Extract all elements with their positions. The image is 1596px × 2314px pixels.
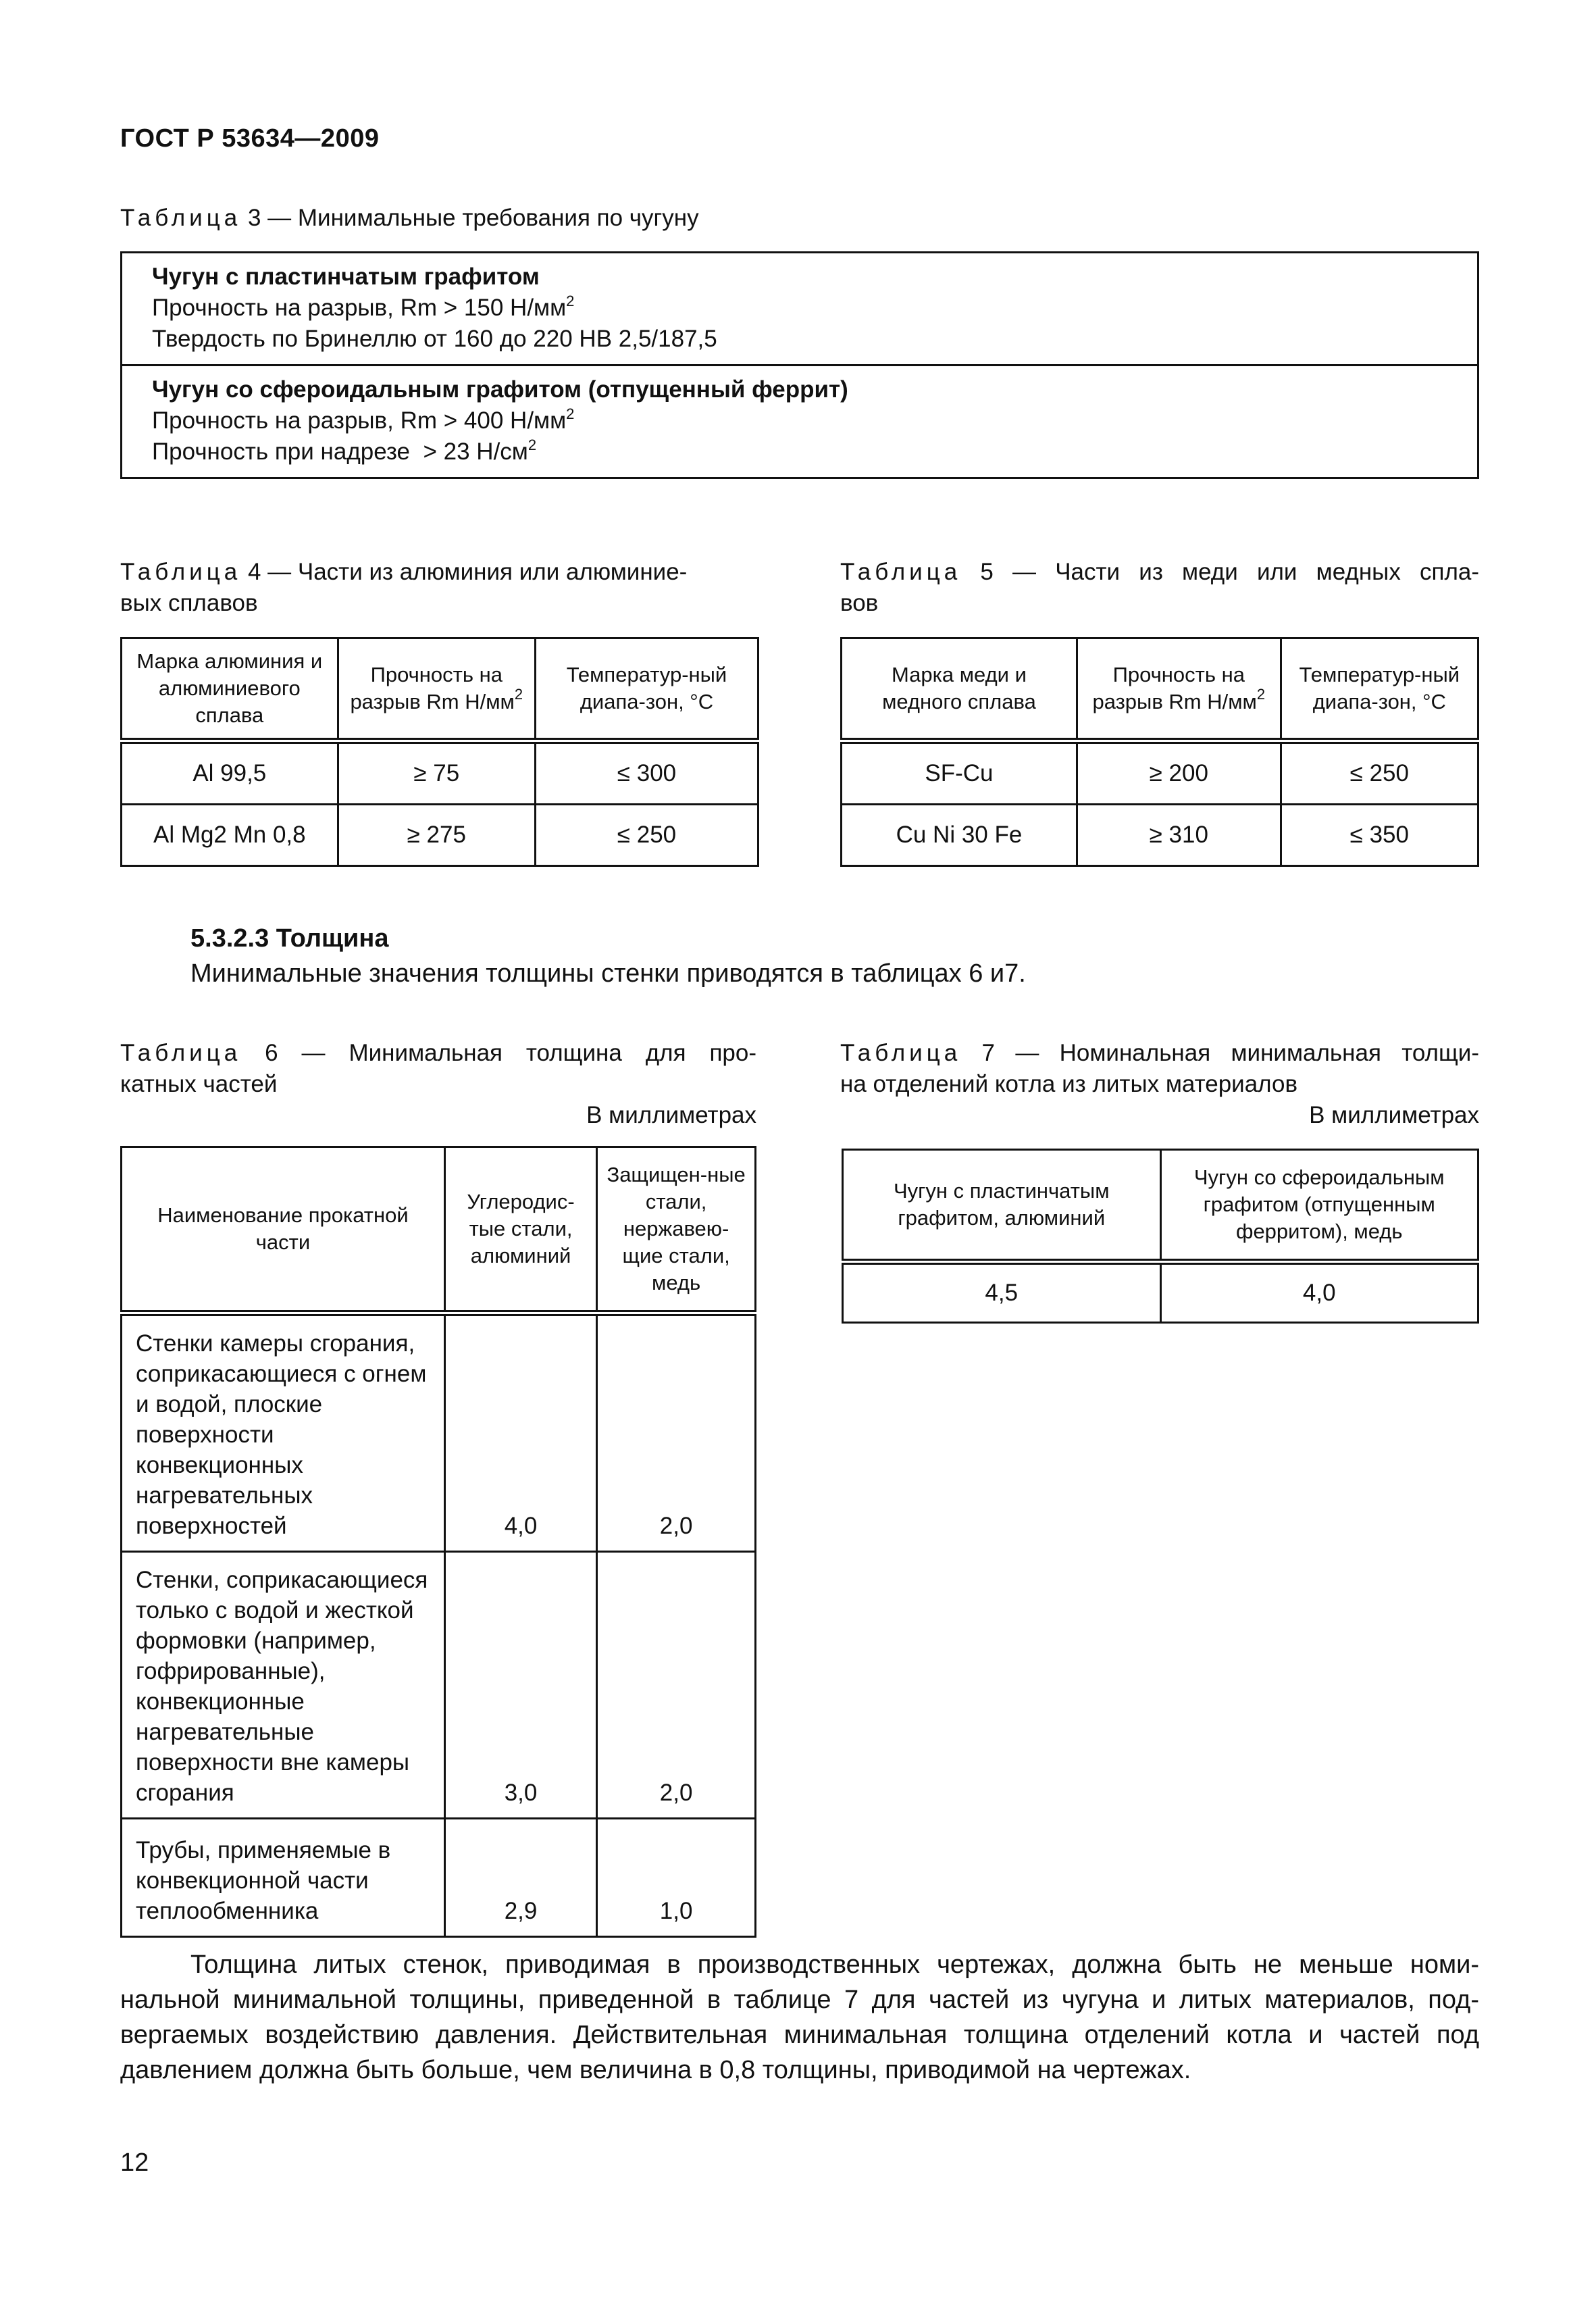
table7-units: В миллиметрах [1309, 1102, 1479, 1128]
table5 [840, 637, 1479, 867]
table-row [122, 805, 758, 866]
section-heading: 5.3.2.3 Толщина [190, 924, 389, 953]
table3-caption [120, 203, 699, 234]
table4-header-temperature: Температур-ный диапа-зон, °С [535, 638, 758, 741]
table4-cell: Al Mg2 Mn 0,8 [122, 805, 338, 866]
table6-units: В миллиметрах [586, 1102, 756, 1128]
table4-caption: Таблица 4 — Части из алюминия или алюминие- вых сплавов [120, 559, 688, 616]
table6-row1-v2: 2,0 [597, 1313, 756, 1552]
table5-header-row [842, 638, 1478, 741]
table6-row3-v1: 2,9 [444, 1819, 596, 1937]
table5-cell: ≤ 250 [1281, 741, 1478, 805]
table6-header-name: Наименование прокатной части [122, 1147, 445, 1313]
body-paragraph: Толщина литых стенок, приводимая в производственных чертежах, должна быть не меньше номи- нальной минимальной толщины, приведенной в таблице 7 для частей из чугуна и литых материалов, под- вергаемых воздействию давления. Действительная минимальная толщина отделений котла и частей под давлением должна быть больше, чем величина в 0,8 толщины, приводимой на чертежах. [120, 1951, 1479, 2084]
table4-cell: ≤ 300 [535, 741, 758, 805]
table5-header-temperature: Температур-ный диапа-зон, °С [1281, 638, 1478, 741]
table6-header-protected: Защищен-ные стали, нержавею-щие стали, медь [597, 1147, 756, 1313]
table7-cell: 4,5 [843, 1262, 1161, 1323]
table5-header-strength: Прочность на разрыв Rm $Н/мм^2$ [1077, 638, 1281, 741]
table6-row2-v2: 2,0 [597, 1552, 756, 1819]
table6-row3-name: Трубы, применяемые в конвекционной части теплообменника [122, 1819, 445, 1937]
table6-row3-v2: 1,0 [597, 1819, 756, 1937]
table3-block1-title: Чугун с пластинчатым графитом [152, 263, 540, 290]
table6-row1-name: Стенки камеры сгорания, соприкасающиеся с огнем и водой, плоские поверхности конвекционных нагревательных поверхностей [122, 1313, 445, 1552]
table-row [842, 741, 1478, 805]
table7-header-spheroidal: Чугун со сфероидальным графитом (отпущенным ферритом), медь [1160, 1150, 1478, 1262]
table3-block1-line2: Твердость по Бринеллю от 160 до 220 НВ 2,5/187,5 [152, 326, 717, 352]
table-row [122, 1819, 756, 1937]
table7-cell: 4,0 [1160, 1262, 1478, 1323]
table-row [122, 1552, 756, 1819]
table6-header-row [122, 1147, 756, 1313]
table4 [120, 637, 759, 867]
table4-cell: ≤ 250 [535, 805, 758, 866]
table4-header-row [122, 638, 758, 741]
table3-block2-line1: Прочность на разрыв, Rm > 400 $Н/мм^2$ [152, 405, 575, 434]
section-text: Минимальные значения толщины стенки приводятся в таблицах 6 и7. [190, 959, 1026, 988]
table-row [122, 741, 758, 805]
table6-caption: Таблица 6 — Минимальная толщина для про- катных частей В миллиметрах [120, 1038, 756, 1131]
table4-header-strength: Прочность на разрыв Rm $Н/мм^2$ [338, 638, 535, 741]
table5-cell: Cu Ni 30 Fe [842, 805, 1077, 866]
table6-row2-name: Стенки, соприкасающиеся только с водой и жесткой формовки (например, гофрированные), конвекционные нагревательные поверхности вне камеры сгорания [122, 1552, 445, 1819]
table5-cell: ≥ 310 [1077, 805, 1281, 866]
table6-header-carbon: Углеродис-тые стали, алюминий [444, 1147, 596, 1313]
table3 [120, 251, 1479, 479]
table3-block-lamellar [122, 253, 1478, 366]
table7 [842, 1149, 1479, 1324]
table7-header-row [843, 1150, 1478, 1262]
table-row [843, 1262, 1478, 1323]
table5-header-grade: Марка меди и медного сплава [842, 638, 1077, 741]
table6-row1-v1: 4,0 [444, 1313, 596, 1552]
table6-row2-v1: 3,0 [444, 1552, 596, 1819]
document-header: ГОСТ Р 53634—2009 [120, 124, 380, 153]
table7-header-lamellar: Чугун с пластинчатым графитом, алюминий [843, 1150, 1161, 1262]
table3-block2-line2: Прочность при надрезе > 23 $Н/см^2$ [152, 436, 537, 465]
table3-block-spheroidal [122, 366, 1478, 478]
table-row [842, 805, 1478, 866]
table5-cell: SF-Cu [842, 741, 1077, 805]
table-row [122, 1313, 756, 1552]
table3-block1-line1: Прочность на разрыв, Rm > 150 $Н/мм^2$ [152, 293, 575, 321]
table6 [120, 1146, 756, 1938]
table4-cell: Al 99,5 [122, 741, 338, 805]
table3-caption-word: Таблица [120, 205, 242, 231]
table3-caption-text: 3 — Минимальные требования по чугуну [247, 205, 699, 231]
table4-cell: ≥ 75 [338, 741, 535, 805]
table3-block2-title: Чугун со сфероидальным графитом (отпущенный феррит) [152, 376, 848, 403]
table5-caption: Таблица 5 — Части из меди или медных спла- вов [840, 559, 1479, 616]
page-number: 12 [120, 2148, 149, 2177]
table4-cell: ≥ 275 [338, 805, 535, 866]
table5-cell: ≥ 200 [1077, 741, 1281, 805]
table4-header-grade: Марка алюминия и алюминиевого сплава [122, 638, 338, 741]
table7-caption: Таблица 7 — Номинальная минимальная толщи- на отделений котла из литых материалов В миллиметрах [840, 1038, 1479, 1131]
table5-cell: ≤ 350 [1281, 805, 1478, 866]
